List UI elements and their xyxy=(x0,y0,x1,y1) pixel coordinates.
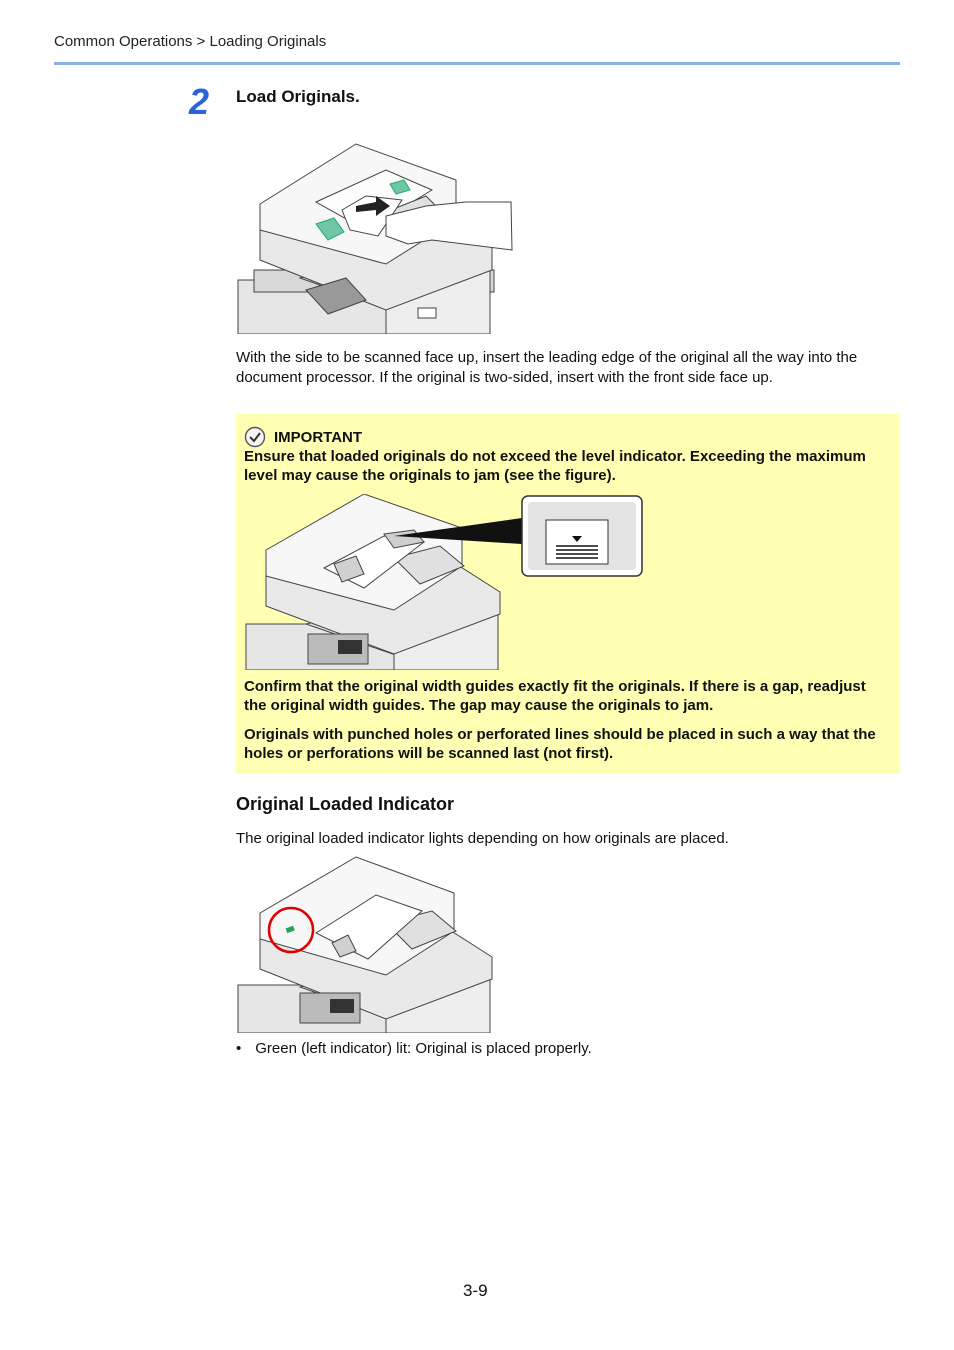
important-paragraph-width-guides: Confirm that the original width guides exactly fit the originals. If there is a gap, readjust the original width guides. The gap may cause the originals to jam. xyxy=(244,678,866,714)
figure-original-loaded-indicator xyxy=(236,855,494,1033)
figure-insert-original xyxy=(236,140,516,334)
step-number: 2 xyxy=(189,81,210,122)
step-title: Load Originals. xyxy=(236,87,360,106)
important-label: IMPORTANT xyxy=(274,428,363,446)
important-paragraph-punched-holes: Originals with punched holes or perforated lines should be placed in such a way that the holes or perforations will be scanned last (not first). xyxy=(244,726,876,762)
section-intro: The original loaded indicator lights depending on how originals are placed. xyxy=(236,830,729,847)
bullet-text: Green (left indicator) lit: Original is placed properly. xyxy=(255,1040,592,1057)
important-header xyxy=(244,426,362,448)
check-circle-icon xyxy=(244,426,266,448)
header-divider xyxy=(54,62,900,65)
bullet-marker: • xyxy=(236,1040,242,1057)
breadcrumb: Common Operations > Loading Originals xyxy=(54,33,327,50)
important-paragraph-level: Ensure that loaded originals do not exceed the level indicator. Exceeding the maximum level may cause the originals to jam (see the figure). xyxy=(244,448,866,484)
figure-level-indicator xyxy=(244,494,644,670)
page-number: 3-9 xyxy=(463,1281,488,1300)
section-heading: Original Loaded Indicator xyxy=(236,794,455,814)
step-description: With the side to be scanned face up, insert the leading edge of the original all the way into the document processor. If the original is two-sided, insert with the front side face up. xyxy=(236,349,858,386)
list-item xyxy=(236,1040,592,1057)
